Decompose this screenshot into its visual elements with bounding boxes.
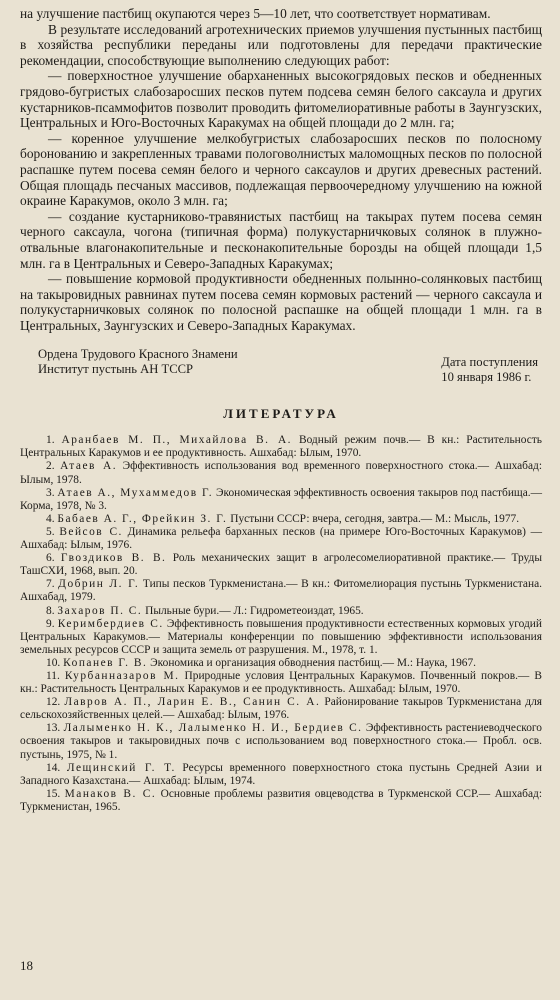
reference-item: 10. Копанев Г. В. Экономика и организация обводнения пастбищ.— М.: Наука, 1967. — [46, 656, 477, 669]
received-date: 10 января 1986 г. — [441, 369, 532, 384]
reference-item: 9. Керимбердиев С. Эффективность повышения продуктивности естественных кормовых угодий Центральных Каракумов.— Материалы конференции по повышению эффективности использования земельных ресурсов СССР и защита земель от разрушения. М., 1978, т. 1. — [20, 617, 542, 656]
references-list — [20, 434, 542, 814]
reference-item: 3. Атаев А., Мухаммедов Г. Экономическая эффективность освоения такыров под пастбища.— Корма, 1978, № 3. — [20, 486, 542, 512]
body-paragraph: на улучшение пастбищ окупаются через 5—10 лет, что соответствует нормативам. — [20, 6, 491, 21]
reference-item: 2. Атаев А. Эффективность использования вод временного поверхностного стока.— Ашхабад: Ылым, 1978. — [20, 460, 542, 486]
received-date-block — [441, 347, 542, 384]
body-paragraph: В результате исследований агротехнических приемов улучшения пустынных пастбищ в хозяйства республики переданы или подготовлены для передачи практические рекомендации, способствующие выполнению следующих работ: — [20, 21, 542, 68]
reference-item: 1. Аранбаев М. П., Михайлова В. А. Водный режим почв.— В кн.: Растительность Центральных Каракумов и ее продуктивность. Ашхабад: Ылым, 1970. — [20, 434, 542, 460]
reference-item: 7. Добрин Л. Г. Типы песков Туркменистана.— В кн.: Фитомелиорация пустынь Туркменистана. Ашхабад, 1979. — [20, 578, 542, 604]
reference-item: 15. Манаков В. С. Основные проблемы развития овцеводства в Туркменской ССР.— Ашхабад: Туркменистан, 1965. — [20, 787, 542, 813]
institution-line-2: Институт пустынь АН ТССР — [38, 361, 194, 376]
body-paragraph: — поверхностное улучшение обарханенных высокогрядовых песков и обедненных грядово-бугристых слабозаросших песков путем подсева семян белого саксаула и других кустарников-псаммофитов позволит проводить фитомелиоративные работы в Заунгузских, Центральных и Юго-Восточных Каракумах на общей площади до 2 млн. га; — [20, 68, 542, 131]
institution-line-1: Ордена Трудового Красного Знамени — [38, 347, 238, 362]
reference-item: 13. Лалыменко Н. К., Лалыменко Н. И., Бердиев С. Эффективность растениеводческого освоения такыров и такыровидных почв с использованием вод поверхностного стока.— Пробл. осв. пустынь, 1975, № 1. — [20, 722, 542, 761]
reference-item: 6. Гвоздиков В. В. Роль механических защит в агролесомелиоративной практике.— Труды ТашСХИ, 1968, вып. 20. — [20, 552, 542, 578]
body-paragraph: — повышение кормовой продуктивности обедненных полынно-солянковых пастбищ на такыровидных равнинах путем посева семян кормовых растений — черного саксаула и полукустарничковых солянок по полосной распашке на общей площади 1 млн. га в Центральных, Заунгузских и Северо-Западных Каракумах. — [20, 271, 542, 333]
references-title: ЛИТЕРАТУРА — [223, 406, 339, 422]
reference-item: 11. Курбанназаров М. Природные условия Центральных Каракумов. Почвенный покров.— В кн.: Растительность Центральных Каракумов и ее продуктивность. Ашхабад: Ылым, 1970. — [20, 669, 542, 696]
article-footer — [20, 347, 542, 384]
reference-item: 12. Лавров А. П., Ларин Е. В., Санин С. А. Районирование такыров Туркменистана для сельскохозяйственных целей.— Ашхабад: Ылым, 1976. — [20, 696, 543, 722]
body-paragraph: — создание кустарниково-травянистых пастбищ на такырах путем посева семян черного саксаула, чогона (типичная форма) полукустарничковых солянок в плужно-отвальные влагонакопительные и песконакопительные борозды на общей площади 1,5 млн. га в Центральных и Северо-Западных Каракумах; — [20, 208, 542, 271]
institution-block — [20, 347, 238, 376]
reference-item: 14. Лещинский Г. Т. Ресурсы временного поверхностного стока пустынь Средней Азии и Западного Казахстана.— Ашхабад: Ылым, 1974. — [20, 761, 542, 787]
reference-item: 4. Бабаев А. Г., Фрейкин З. Г. Пустыни СССР: вчера, сегодня, завтра.— М.: Мысль, 1977. — [46, 512, 520, 525]
reference-item: 5. Вейсов С. Динамика рельефа барханных песков (на примере Юго-Восточных Каракумов) — Ашхабад: Ылым, 1976. — [20, 525, 543, 552]
reference-item: 8. Захаров П. С. Пыльные бури.— Л.: Гидрометеоиздат, 1965. — [46, 604, 364, 617]
received-label: Дата поступления — [441, 355, 538, 370]
body-paragraph: — коренное улучшение мелкобугристых слабозаросших песков по полосному боронованию и закрепленных травами пологоволнистых маломощных песков по полосной распашке путем посева семян белого и черного саксаулов и других древесных растений. Общая площадь песчаных массивов, подлежащая первоочередному улучшению на южной окраине Каракумов, около 3 млн. га; — [20, 130, 542, 209]
article-body — [20, 6, 542, 333]
page-number: 18 — [20, 958, 33, 973]
